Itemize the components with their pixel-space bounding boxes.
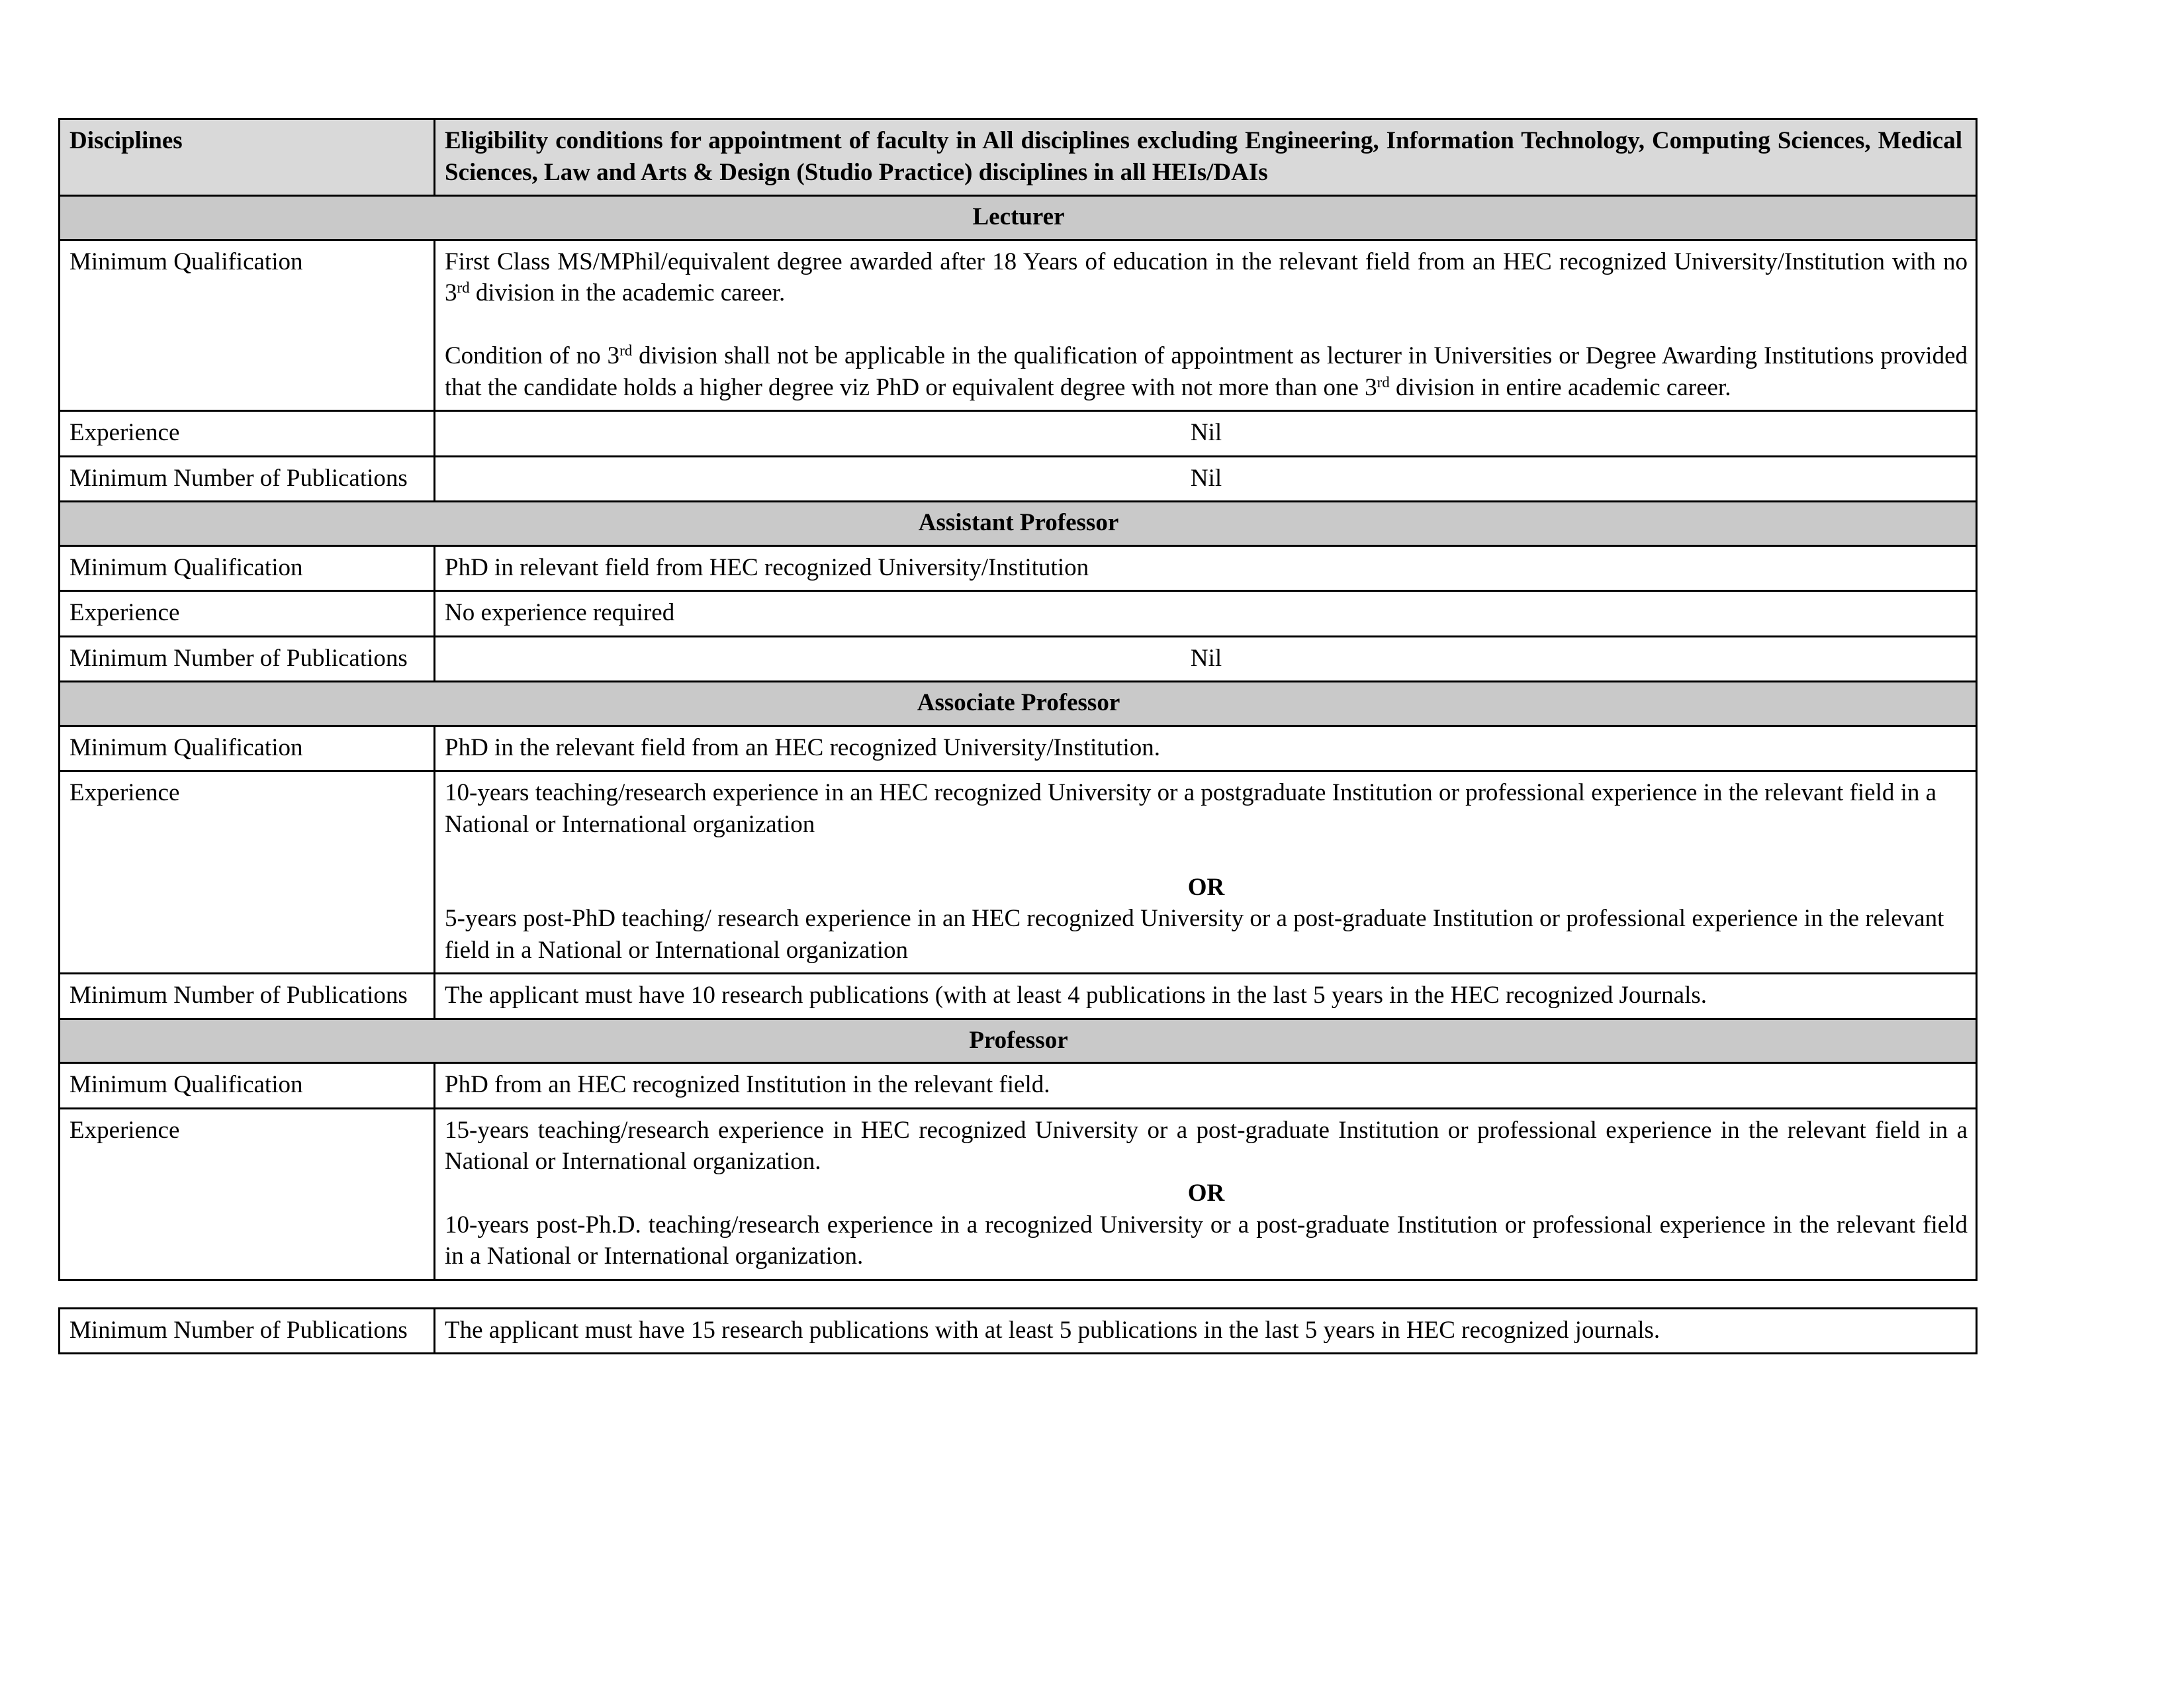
- eligibility-table-main: [58, 118, 1978, 1281]
- qualification-text-part-3: Condition of no 3: [445, 342, 620, 370]
- row-label-experience: Experience: [60, 411, 435, 457]
- qualification-text-part-5: division in entire academic career.: [1389, 373, 1731, 401]
- or-separator: OR: [1187, 1180, 1225, 1207]
- table-row: [60, 726, 1977, 771]
- table-separator-gap: [58, 1281, 1976, 1307]
- ordinal-suffix: rd: [457, 279, 470, 297]
- row-label-experience: Experience: [60, 591, 435, 637]
- associate-experience-option-2: 5-years post-PhD teaching/ research experience in an HEC recognized University or a post-graduate Institution or professional experience in the relevant field in a National or International organization: [445, 905, 1944, 964]
- row-label-minimum-publications: Minimum Number of Publications: [60, 1308, 435, 1354]
- section-band-assistant-professor: [60, 502, 1977, 546]
- section-band-associate-professor: [60, 682, 1977, 726]
- professor-experience-option-1: 15-years teaching/research experience in HEC recognized University or a post-graduate Institution or professional experience in the relevant field in a National or International organization.: [445, 1116, 1968, 1176]
- section-band-label: Professor: [60, 1019, 1977, 1063]
- table-row: [60, 411, 1977, 457]
- header-eligibility-cell: Eligibility conditions for appointment of faculty in All disciplines excluding Engineering, Information Technology, Computing Sciences, Medical Sciences, Law and Arts & Design (Studio Practice) disciplines in all HEIs/DAIs: [435, 119, 1977, 196]
- row-label-minimum-publications: Minimum Number of Publications: [60, 456, 435, 502]
- qualification-text-part-2: division in the academic career.: [469, 279, 786, 307]
- section-band-label: Lecturer: [60, 196, 1977, 240]
- table-row: [60, 1063, 1977, 1109]
- section-band-lecturer: [60, 196, 1977, 240]
- lecturer-qualification-paragraph-1: [445, 246, 1968, 309]
- table-row: [60, 545, 1977, 591]
- row-label-minimum-qualification: Minimum Qualification: [60, 240, 435, 410]
- row-label-minimum-qualification: Minimum Qualification: [60, 1063, 435, 1109]
- professor-experience-cell: [435, 1108, 1977, 1280]
- qualification-text-part-4: division shall not be applicable in the qualification of appointment as lecturer in Universities or Degree Awarding Institutions provided that the candidate holds a higher degree viz PhD or equivalent degree with not more than one 3: [445, 342, 1968, 401]
- lecturer-qualification-paragraph-2: [445, 340, 1968, 403]
- professor-experience-option-2: 10-years post-Ph.D. teaching/research experience in a recognized University or a post-graduate Institution or professional experience in the relevant field in a National or International organization.: [445, 1211, 1968, 1270]
- row-label-experience: Experience: [60, 1108, 435, 1280]
- lecturer-qualification-cell: [435, 240, 1977, 410]
- row-label-minimum-qualification: Minimum Qualification: [60, 726, 435, 771]
- row-label-minimum-publications: Minimum Number of Publications: [60, 636, 435, 682]
- ordinal-suffix: rd: [619, 342, 633, 359]
- associate-professor-experience-cell: [435, 771, 1977, 974]
- ordinal-suffix: rd: [1377, 373, 1390, 391]
- table-header-row: [60, 119, 1977, 196]
- professor-publications-cell: The applicant must have 15 research publications with at least 5 publications in the last 5 years in HEC recognized journals.: [435, 1308, 1977, 1354]
- assistant-professor-experience-cell: No experience required: [435, 591, 1977, 637]
- table-row: [60, 974, 1977, 1019]
- table-row: [60, 1308, 1977, 1354]
- associate-experience-option-1: 10-years teaching/research experience in an HEC recognized University or a postgraduate Institution or professional experience in the relevant field in a National or International organization: [445, 779, 1937, 838]
- qualification-text-part-1: First Class MS/MPhil/equivalent degree awarded after 18 Years of education in the relevant field from an HEC recognized University/Institution with no 3: [445, 248, 1968, 307]
- section-band-professor: [60, 1019, 1977, 1063]
- assistant-professor-publications-cell: Nil: [435, 636, 1977, 682]
- table-row: [60, 1108, 1977, 1280]
- row-label-experience: Experience: [60, 771, 435, 974]
- row-label-minimum-qualification: Minimum Qualification: [60, 545, 435, 591]
- lecturer-experience-cell: Nil: [435, 411, 1977, 457]
- eligibility-table-continuation: [58, 1307, 1978, 1355]
- row-label-minimum-publications: Minimum Number of Publications: [60, 974, 435, 1019]
- or-separator: OR: [1187, 873, 1225, 901]
- table-row: [60, 456, 1977, 502]
- table-row: [60, 240, 1977, 410]
- section-band-label: Assistant Professor: [60, 502, 1977, 546]
- associate-professor-publications-cell: The applicant must have 10 research publications (with at least 4 publications in the last 5 years in the HEC recognized Journals.: [435, 974, 1977, 1019]
- table-row: [60, 771, 1977, 974]
- associate-professor-qualification-cell: PhD in the relevant field from an HEC recognized University/Institution.: [435, 726, 1977, 771]
- lecturer-publications-cell: Nil: [435, 456, 1977, 502]
- table-row: [60, 636, 1977, 682]
- section-band-label: Associate Professor: [60, 682, 1977, 726]
- table-row: [60, 591, 1977, 637]
- assistant-professor-qualification-cell: PhD in relevant field from HEC recognized University/Institution: [435, 545, 1977, 591]
- professor-qualification-cell: PhD from an HEC recognized Institution in the relevant field.: [435, 1063, 1977, 1109]
- header-disciplines-cell: Disciplines: [60, 119, 435, 196]
